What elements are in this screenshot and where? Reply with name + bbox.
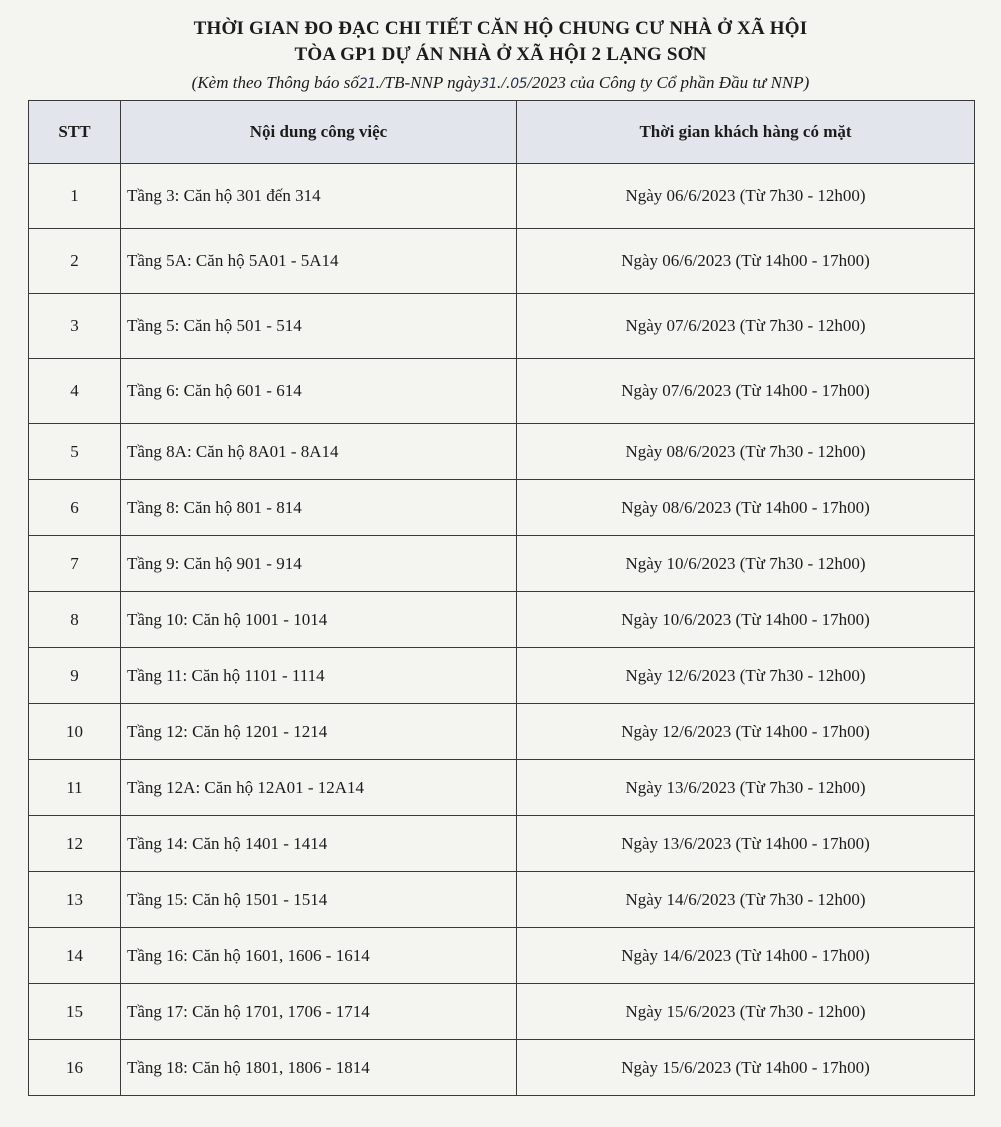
cell-time: Ngày 13/6/2023 (Từ 7h30 - 12h00)	[517, 760, 975, 816]
title-line-1: THỜI GIAN ĐO ĐẠC CHI TIẾT CĂN HỘ CHUNG CƯ NHÀ Ở XÃ HỘI	[193, 18, 808, 39]
cell-time: Ngày 14/6/2023 (Từ 14h00 - 17h00)	[517, 928, 975, 984]
cell-content: Tầng 8: Căn hộ 801 - 814	[121, 480, 517, 536]
cell-stt: 8	[29, 592, 121, 648]
table-row	[29, 984, 975, 1040]
table-header-row	[29, 101, 975, 164]
cell-time: Ngày 08/6/2023 (Từ 14h00 - 17h00)	[517, 480, 975, 536]
table-row	[29, 164, 975, 229]
cell-content: Tầng 18: Căn hộ 1801, 1806 - 1814	[121, 1040, 517, 1096]
cell-stt: 10	[29, 704, 121, 760]
cell-content: Tầng 11: Căn hộ 1101 - 1114	[121, 648, 517, 704]
cell-time: Ngày 06/6/2023 (Từ 7h30 - 12h00)	[517, 164, 975, 229]
schedule-table	[28, 100, 975, 1096]
cell-stt: 5	[29, 424, 121, 480]
cell-content: Tầng 16: Căn hộ 1601, 1606 - 1614	[121, 928, 517, 984]
table-row	[29, 872, 975, 928]
cell-time: Ngày 15/6/2023 (Từ 14h00 - 17h00)	[517, 1040, 975, 1096]
cell-stt: 16	[29, 1040, 121, 1096]
cell-content: Tầng 10: Căn hộ 1001 - 1014	[121, 592, 517, 648]
subtitle	[0, 73, 1001, 93]
cell-content: Tầng 5A: Căn hộ 5A01 - 5A14	[121, 229, 517, 294]
table-row	[29, 536, 975, 592]
cell-content: Tầng 9: Căn hộ 901 - 914	[121, 536, 517, 592]
cell-time: Ngày 07/6/2023 (Từ 14h00 - 17h00)	[517, 359, 975, 424]
cell-stt: 15	[29, 984, 121, 1040]
subtitle-part-1: (Kèm theo Thông báo số	[191, 73, 359, 92]
table-row	[29, 1040, 975, 1096]
title-line-2: TÒA GP1 DỰ ÁN NHÀ Ở XÃ HỘI 2 LẠNG SƠN	[294, 44, 707, 65]
cell-content: Tầng 5: Căn hộ 501 - 514	[121, 294, 517, 359]
cell-stt: 4	[29, 359, 121, 424]
column-header-stt: STT	[29, 101, 121, 164]
cell-stt: 7	[29, 536, 121, 592]
table-row	[29, 760, 975, 816]
cell-stt: 12	[29, 816, 121, 872]
table-row	[29, 359, 975, 424]
cell-time: Ngày 08/6/2023 (Từ 7h30 - 12h00)	[517, 424, 975, 480]
cell-content: Tầng 15: Căn hộ 1501 - 1514	[121, 872, 517, 928]
cell-stt: 13	[29, 872, 121, 928]
subtitle-part-4: /2023 của Công ty Cổ phần Đầu tư NNP)	[527, 73, 810, 92]
cell-stt: 11	[29, 760, 121, 816]
notice-month: 05	[510, 76, 528, 92]
cell-content: Tầng 14: Căn hộ 1401 - 1414	[121, 816, 517, 872]
cell-time: Ngày 15/6/2023 (Từ 7h30 - 12h00)	[517, 984, 975, 1040]
subtitle-part-3: ./.	[497, 73, 511, 92]
table-row	[29, 704, 975, 760]
cell-time: Ngày 13/6/2023 (Từ 14h00 - 17h00)	[517, 816, 975, 872]
subtitle-part-2: ./TB-NNP ngày	[375, 73, 481, 92]
cell-time: Ngày 14/6/2023 (Từ 7h30 - 12h00)	[517, 872, 975, 928]
cell-time: Ngày 12/6/2023 (Từ 7h30 - 12h00)	[517, 648, 975, 704]
cell-time: Ngày 06/6/2023 (Từ 14h00 - 17h00)	[517, 229, 975, 294]
cell-content: Tầng 8A: Căn hộ 8A01 - 8A14	[121, 424, 517, 480]
cell-stt: 9	[29, 648, 121, 704]
cell-stt: 1	[29, 164, 121, 229]
table-row	[29, 294, 975, 359]
cell-content: Tầng 12: Căn hộ 1201 - 1214	[121, 704, 517, 760]
cell-time: Ngày 07/6/2023 (Từ 7h30 - 12h00)	[517, 294, 975, 359]
cell-stt: 2	[29, 229, 121, 294]
cell-content: Tầng 12A: Căn hộ 12A01 - 12A14	[121, 760, 517, 816]
cell-stt: 3	[29, 294, 121, 359]
table-row	[29, 648, 975, 704]
cell-time: Ngày 10/6/2023 (Từ 14h00 - 17h00)	[517, 592, 975, 648]
cell-content: Tầng 17: Căn hộ 1701, 1706 - 1714	[121, 984, 517, 1040]
cell-content: Tầng 3: Căn hộ 301 đến 314	[121, 164, 517, 229]
table-row	[29, 480, 975, 536]
cell-stt: 6	[29, 480, 121, 536]
notice-number: 21	[358, 76, 376, 92]
cell-content: Tầng 6: Căn hộ 601 - 614	[121, 359, 517, 424]
column-header-content: Nội dung công việc	[121, 101, 517, 164]
cell-stt: 14	[29, 928, 121, 984]
table-row	[29, 229, 975, 294]
cell-time: Ngày 10/6/2023 (Từ 7h30 - 12h00)	[517, 536, 975, 592]
table-row	[29, 928, 975, 984]
notice-day: 31	[480, 76, 498, 92]
table-row	[29, 592, 975, 648]
table-row	[29, 424, 975, 480]
cell-time: Ngày 12/6/2023 (Từ 14h00 - 17h00)	[517, 704, 975, 760]
table-row	[29, 816, 975, 872]
column-header-time: Thời gian khách hàng có mặt	[517, 101, 975, 164]
